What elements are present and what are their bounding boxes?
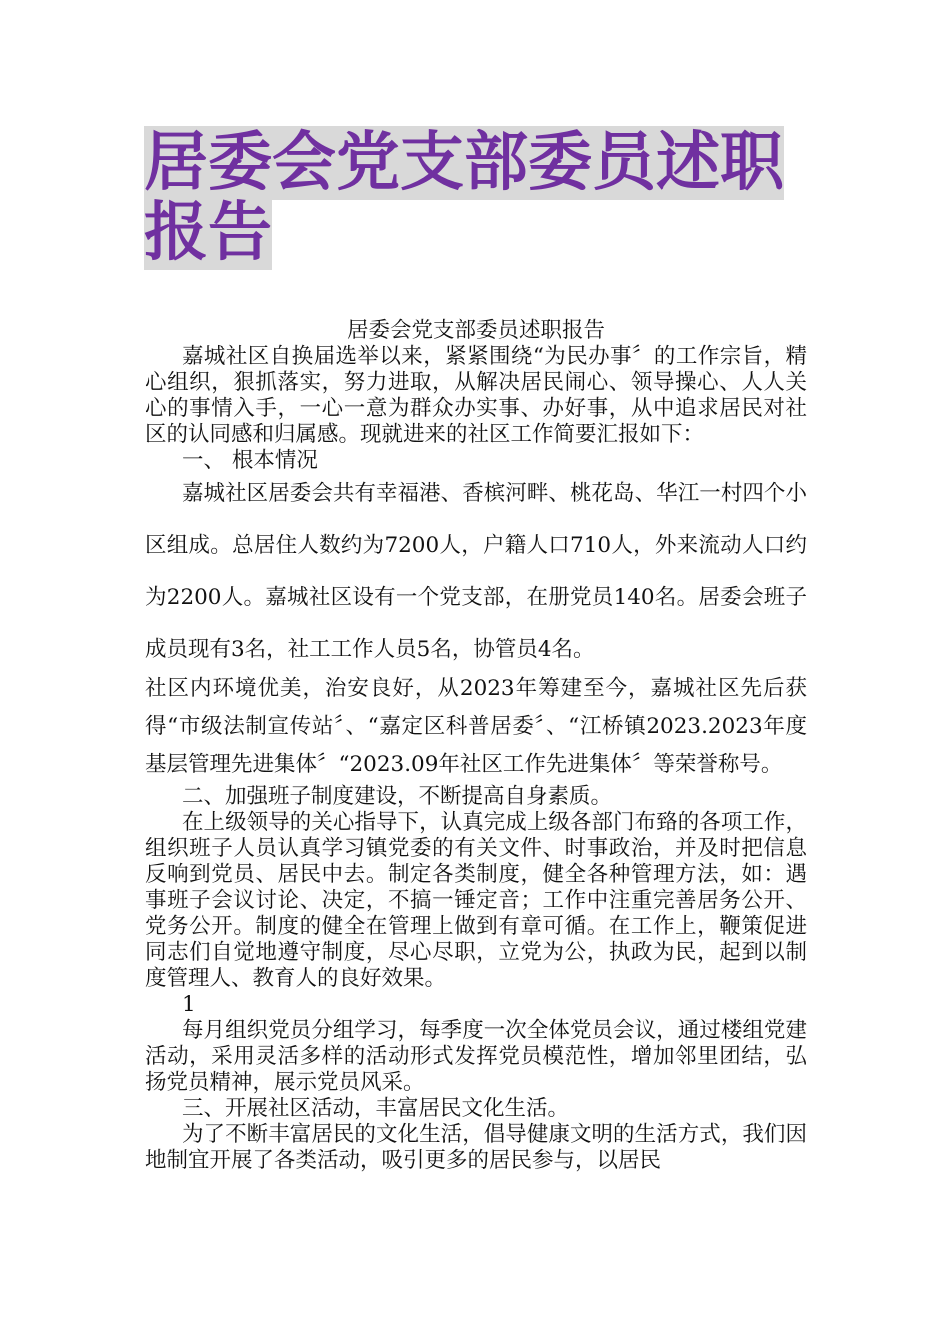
document-title-text: 居委会党支部委员述职报告 [144, 126, 784, 270]
paragraph-honors: 社区内环境优美，治安良好，从2023年筹建至今，嘉城社区先后获得“市级法制宣传站〞、“嘉定区科普居委〞、“江桥镇2023.2023年度基层管理先进集体〞“2023.09年社区工作先进集体〞等荣誉称号。 [145, 676, 807, 777]
section-heading-3: 三、开展社区活动，丰富居民文化生活。 [182, 1096, 570, 1121]
page-number: 1 [182, 992, 196, 1017]
paragraph-system-building: 在上级领导的关心指导下，认真完成上级各部门布臵的各项工作，组织班子人员认真学习镇党委的有关文件、时事政治，并及时把信息反响到党员、居民中去。制定各类制度，健全各种管理方法，如：遇事班子会议讨论、决定，不搞一锤定音；工作中注重完善居务公开、党务公开。制度的健全在管理上做到有章可循。在工作上，鞭策促进同志们自觉地遵守制度，尽心尽职，立党为公，执政为民，起到以制度管理人、教育人的良好效果。 [145, 810, 807, 991]
paragraph-activities: 为了不断丰富居民的文化生活，倡导健康文明的生活方式，我们因地制宜开展了各类活动，吸引更多的居民参与，以居民 [145, 1122, 807, 1173]
section-heading-2: 二、加强班子制度建设，不断提高自身素质。 [182, 784, 613, 809]
section-heading-1: 一、 根本情况 [182, 448, 318, 473]
paragraph-intro: 嘉城社区自换届选举以来，紧紧围绕“为民办事〞的工作宗旨，精心组织，狠抓落实，努力进取，从解决居民闹心、领导操心、人人关心的事情入手，一心一意为群众办实事、办好事，从中追求居民对社区的认同感和归属感。现就进来的社区工作简要汇报如下： [145, 344, 807, 447]
paragraph-party-study: 每月组织党员分组学习，每季度一次全体党员会议，通过楼组党建活动，采用灵活多样的活动形式发挥党员模范性，增加邻里团结，弘扬党员精神，展示党员风采。 [145, 1018, 807, 1095]
document-body [145, 318, 807, 1174]
document-subtitle: 居委会党支部委员述职报告 [346, 318, 605, 343]
document-title [144, 128, 814, 268]
paragraph-basic-info: 嘉城社区居委会共有幸福港、香槟河畔、桃花岛、华江一村四个小区组成。总居住人数约为7200人，户籍人口710人，外来流动人口约为2200人。嘉城社区设有一个党支部，在册党员140名。居委会班子成员现有3名，社工工作人员5名，协管员4名。 [145, 481, 807, 662]
